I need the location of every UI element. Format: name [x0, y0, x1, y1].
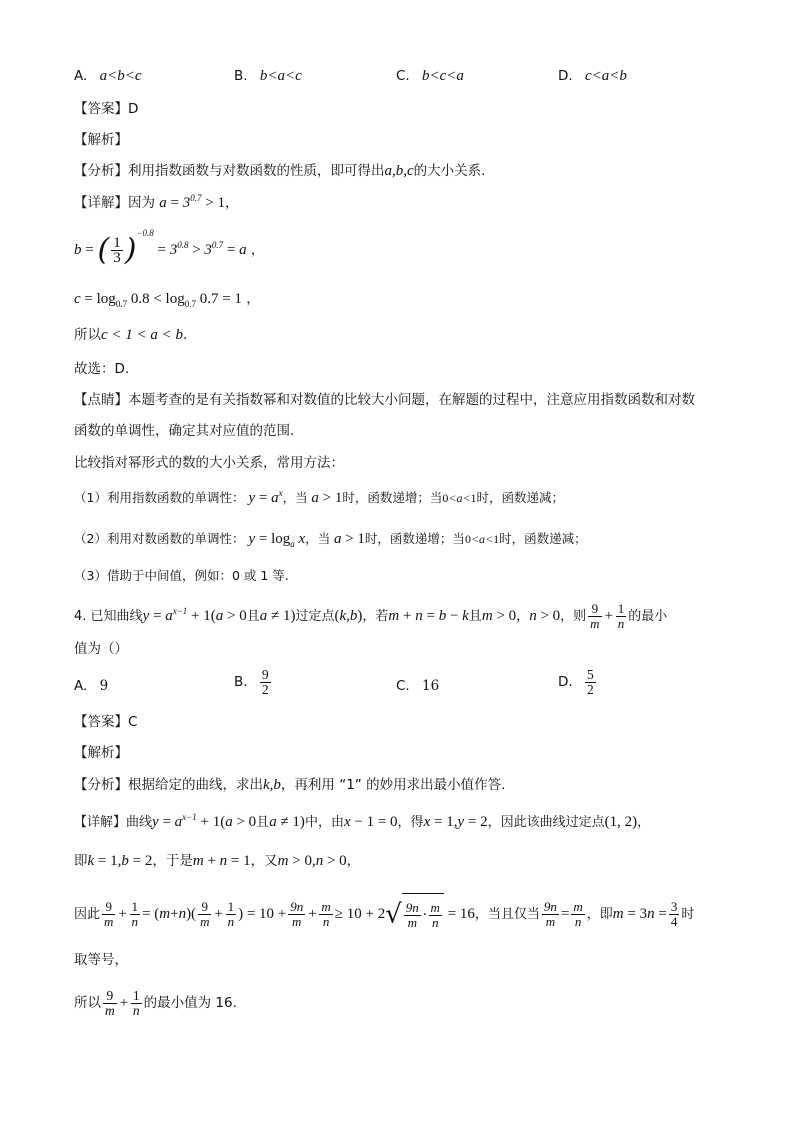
q4-detail-line1: 【详解】曲线$y = a^{x-1} + 1(a > 0$且a ≠ 1)中，由x − 1 = 0，得x = 1,y = 2，因此该曲线过定点(1, 2)， [74, 812, 651, 830]
method-text: 时，函数递减； [499, 531, 587, 546]
formula-c: $c = \log_{0.7} 0.8 < \log_{0.7} 0.7 = 1$ [74, 291, 242, 309]
q4-option-b [234, 668, 273, 697]
line-text: ，又 [250, 853, 278, 869]
q4-fenxi [74, 775, 505, 795]
line-text: 即 [74, 853, 88, 869]
fenxi-vars: a,b,c [384, 163, 414, 179]
option-expression: b<a<c [259, 68, 302, 84]
method-text: 利用对数函数的单调性： [106, 531, 245, 546]
q4-line3: 因此 $\frac{9}{m}$ + $\frac{1}{n}$ = (m+n)( $\frac{9}{m}$ + $\frac{1}{n}$ ) = 10 + $\frac{9n}{m}$ + $\frac{m}{n}$ ≥ 10 + 2√ $\frac{9n}{m}$ · $\frac{m}{n}$ = 16，当且仅当 $\frac{9n}{m}$ = $\frac{m}{n}$ ，即m = 3n = $\frac{3}{4}$ 时 [74, 893, 694, 936]
option-label: C. [396, 68, 410, 84]
stem-text: 且 [468, 609, 482, 624]
q4-option-d [558, 668, 598, 697]
method-num: （2） [74, 531, 107, 546]
answer-value: C [128, 714, 138, 730]
analysis-tag: 【解析】 [74, 132, 128, 148]
fenxi-text: 的大小关系. [413, 163, 486, 179]
q3-option-d [558, 66, 627, 86]
formula-a-gt-1: a > 1 [307, 490, 343, 506]
detail-text: ，得 [397, 815, 424, 830]
frac-9-2: $\frac{9}{2}$ [261, 667, 269, 697]
q3-method3 [74, 566, 289, 586]
line-text: 所以 [74, 995, 101, 1011]
formula-a-neq-1: a ≠ 1) [259, 608, 296, 624]
q4-stem-line1: 4. 已知曲线$y = a^{x-1} + 1(a > 0$且a ≠ 1)过定点(k,b)，若m + n = b − k且m > 0，n > 0，则 $\frac{9}{m}$ + $\frac{1}{n}$ 的最小 [74, 601, 668, 631]
detail-text: 且 [256, 815, 270, 830]
option-label: A. [74, 678, 88, 694]
detail-text: 曲线 [126, 815, 153, 830]
conclusion-expr: c < 1 < a < b [101, 327, 184, 343]
formula-curve: $y = a^{x-1} + 1(a > 0$ [152, 812, 257, 830]
formula-mn-sum: m + n = b − k [388, 608, 469, 624]
q3-answer [74, 99, 138, 119]
stem-text: ，则 [560, 609, 587, 624]
frac-1-n: $\frac{1}{n}$ [617, 601, 625, 631]
q4-line5: 所以 $\frac{9}{m}$ + $\frac{1}{n}$ 的最小值为 16. [74, 987, 237, 1018]
stem-text: ，若 [362, 609, 389, 624]
stem-text: ， [516, 609, 530, 624]
q3-methods-title [74, 453, 344, 473]
q4-option-c [396, 676, 439, 696]
formula-n-pos: n > 0 [529, 608, 561, 624]
q3-method1 [74, 488, 564, 508]
q3-choice [74, 359, 129, 379]
q4-option-a [74, 676, 108, 696]
formula-x1-y2: x = 1,y = 2 [423, 814, 488, 830]
stem-text: 且 [246, 609, 260, 624]
method-text: 时，函数递增；当 [342, 490, 443, 505]
answer-tag: 【答案】 [74, 714, 128, 730]
detail-text: 中，由 [304, 815, 344, 830]
formula-m-plus-n: m + n = 1 [192, 853, 251, 869]
formula-m-pos: m > 0 [481, 608, 517, 624]
formula-point-kb: (k,b) [334, 608, 363, 624]
method-text: ，当 [305, 531, 331, 546]
q3-option-a [74, 66, 142, 86]
q3-dianjing-line1 [74, 390, 695, 410]
q3-option-b [234, 66, 302, 86]
method-text: 时，函数递增；当 [364, 531, 465, 546]
q3-fenxi [74, 161, 485, 181]
q3-dianjing-line2 [74, 421, 294, 441]
dianjing-text: 函数的单调性，确定其对应值的范围. [74, 423, 295, 439]
method-num: （3） [74, 568, 107, 583]
formula-curve: $y = a^{x-1} + 1(a > 0$ [142, 606, 247, 624]
conclusion-end: . [183, 327, 188, 343]
q3-method2 [74, 529, 587, 549]
frac-9-m: $\frac{9}{m}$ [590, 601, 600, 631]
q3-analysis-tag [74, 130, 128, 150]
fenxi-text: ，再利用 “1” 的妙用求出最小值作答. [280, 777, 506, 793]
option-value: 9 [99, 678, 109, 694]
detail-text: 因为 [128, 195, 155, 211]
q3-conclusion [74, 325, 187, 345]
method-text: 利用指数函数的单调性： [106, 490, 245, 505]
answer-tag: 【答案】 [74, 101, 128, 117]
formula-mn-pos: m > 0,n > 0 [277, 853, 347, 869]
detail-tag: 【详解】 [74, 815, 127, 830]
option-label: D. [558, 68, 573, 84]
dianjing-text: 本题考查的是有关指数幂和对数值的比较大小问题，在解题的过程中，注意应用指数函数和对数 [128, 392, 695, 408]
option-value: 16 [422, 678, 440, 694]
formula-x-1-0: x − 1 = 0 [343, 814, 398, 830]
stem-text: 的最小 [628, 609, 668, 624]
line-text: 时 [681, 907, 695, 922]
fenxi-tag: 【分析】 [74, 163, 128, 179]
fenxi-tag: 【分析】 [74, 777, 128, 793]
formula-a-range: 0<a<1 [442, 491, 477, 505]
line-text: 的最小值为 16. [143, 995, 237, 1011]
option-expression: c<a<b [584, 68, 627, 84]
formula-point-12: (1, 2) [604, 814, 638, 830]
fenxi-text: 利用指数函数与对数函数的性质，即可得出 [128, 163, 385, 179]
methods-title: 比较指对幂形式的数的大小关系，常用方法： [74, 455, 344, 471]
formula-k1-b2: k = 1,b = 2 [87, 853, 153, 869]
q4-line4 [74, 950, 128, 970]
choice-text: 故选：D. [74, 361, 130, 377]
q4-answer [74, 712, 137, 732]
q3-option-c [396, 66, 464, 86]
line-text: ，当且仅当 [474, 907, 540, 922]
dianjing-tag: 【点睛】 [74, 392, 128, 408]
line-text: ，于是 [152, 853, 193, 869]
formula-log: $y = \log_a x$ [248, 531, 306, 549]
formula-exp: $y = a^x$ [248, 488, 283, 506]
method-text: 时，函数递减； [476, 490, 565, 505]
option-label: B. [234, 68, 248, 84]
option-expression: b<c<a [422, 68, 464, 84]
frac-5-2: $\frac{5}{2}$ [586, 667, 594, 697]
line-text: ，即 [586, 907, 613, 922]
option-expression: a<b<c [99, 68, 142, 84]
formula-a-gt-1: a > 1 [330, 531, 365, 547]
line-text: 取等号， [74, 952, 128, 968]
q4-line2: 即k = 1,b = 2，于是m + n = 1，又m > 0,n > 0， [74, 853, 361, 869]
fenxi-vars: k,b [263, 777, 281, 793]
answer-value: D [128, 101, 139, 117]
formula-b: b = ( $\frac{1}{3}$ )$^{-0.8} = 3^{0.8} > 3^{0.7} = a$ [74, 228, 247, 268]
formula-a: $a = 3^{0.7} > 1$ [159, 193, 225, 211]
stem-text: 值为（） [74, 641, 128, 657]
option-label: D. [558, 674, 573, 690]
question-number: 4. [74, 609, 87, 624]
formula-a-neq-1: a ≠ 1) [269, 814, 305, 830]
q4-analysis-tag [74, 743, 128, 763]
stem-text: 已知曲线 [90, 609, 143, 624]
q3-detail-c: $c = \log_{0.7} 0.8 < \log_{0.7} 0.7 = 1$ ， [74, 291, 260, 309]
conclusion-text: 所以 [74, 327, 101, 343]
q4-stem-line2 [74, 639, 128, 659]
fenxi-text: 根据给定的曲线，求出 [128, 777, 263, 793]
line-text: 因此 [74, 907, 101, 922]
option-label: A. [74, 68, 88, 84]
q3-detail-b: b = ( $\frac{1}{3}$ )$^{-0.8} = 3^{0.8} > 3^{0.7} = a$ ， [74, 228, 265, 268]
sqrt-term: √ $\frac{9n}{m}$ · $\frac{m}{n}$ [385, 893, 444, 936]
method-text: 借助于中间值，例如：0 或 1 等. [106, 568, 289, 583]
method-text: ，当 [282, 490, 308, 505]
stem-text: 过定点 [295, 609, 335, 624]
option-label: B. [234, 674, 248, 690]
analysis-tag: 【解析】 [74, 745, 128, 761]
method-num: （1） [74, 490, 107, 505]
detail-tag: 【详解】 [74, 195, 128, 211]
formula-a-range: 0<a<1 [464, 532, 500, 546]
option-label: C. [396, 678, 410, 694]
q3-detail-line1: 【详解】因为 $a = 3^{0.7} > 1$， [74, 193, 239, 211]
detail-text: ，因此该曲线过定点 [487, 815, 605, 830]
